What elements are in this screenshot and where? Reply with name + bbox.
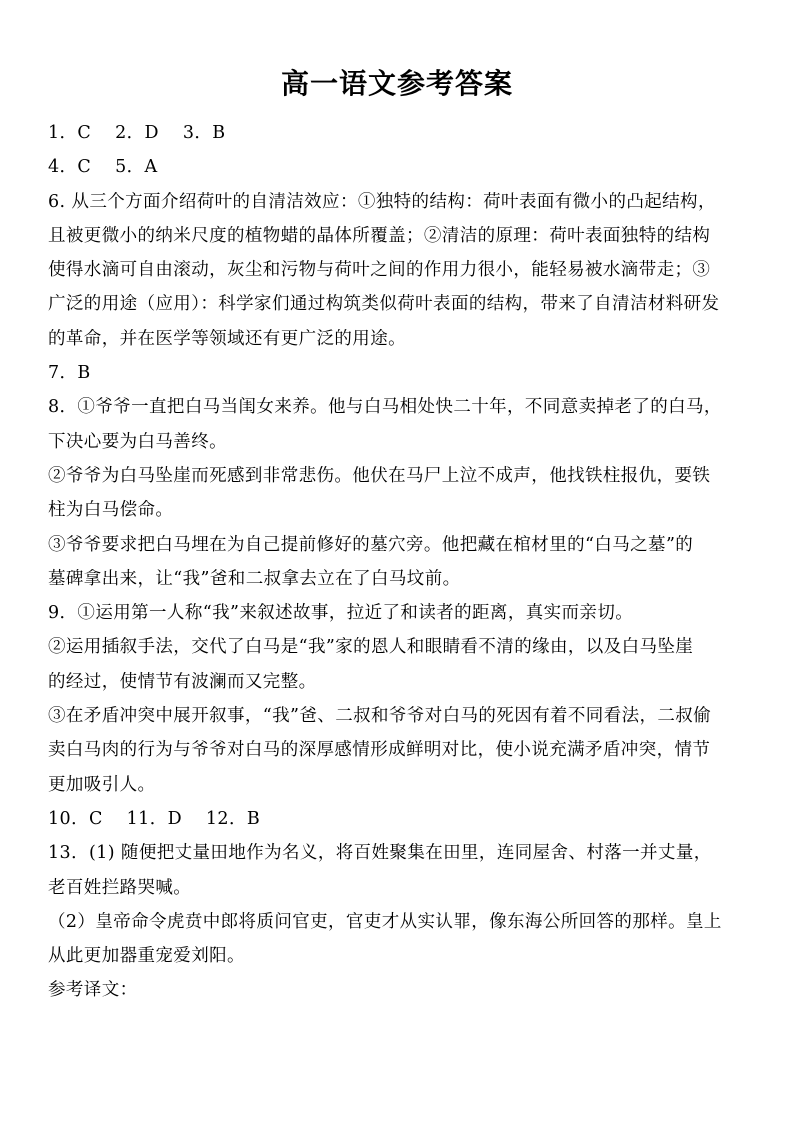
answer-line-q8-cont: 柱为白马偿命。 — [48, 500, 174, 521]
answer-line-q9-point-3: ③在矛盾冲突中展开叙事，“我”爸、二叔和爷爷对白马的死因有着不同看法，二叔偷 — [48, 706, 712, 727]
answer-line-q6: 6. 从三个方面介绍荷叶的自清洁效应：①独特的结构：荷叶表面有微小的凸起结构， — [48, 191, 716, 212]
answer-line-q7: 7．B — [48, 363, 91, 384]
answer-line-q9: 9．①运用第一人称“我”来叙述故事，拉近了和读者的距离，真实而亲切。 — [48, 603, 634, 624]
answer-line-q9-cont: 更加吸引人。 — [48, 774, 156, 795]
reference-translation-heading: 参考译文： — [48, 980, 138, 1001]
answer-line-q6-cont: 广泛的用途（应用）：科学家们通过构筑类似荷叶表面的结构，带来了自清洁材料研发 — [48, 294, 720, 315]
answer-line-q9-cont: 卖白马肉的行为与爷爷对白马的深厚感情形成鲜明对比，使小说充满矛盾冲突，情节 — [48, 740, 711, 761]
answer-line-q9-cont: 的经过，使情节有波澜而又完整。 — [48, 671, 317, 692]
answer-body — [48, 116, 778, 1008]
document-title: 高一语文参考答案 — [280, 67, 513, 100]
answer-line-mc-4-5: 4．C 5．A — [48, 157, 158, 178]
answer-line-q13-1: 13．(1) 随便把丈量田地作为名义，将百姓聚集在田里，连同屋舍、村落一并丈量， — [48, 843, 712, 864]
answer-line-q8-point-2: ②爷爷为白马坠崖而死感到非常悲伤。他伏在马尸上泣不成声，他找铁柱报仇，要铁 — [48, 465, 711, 486]
answer-line-q13-cont: 从此更加器重宠爱刘阳。 — [48, 946, 245, 967]
answer-line-mc-1-3: 1．C 2．D 3．B — [48, 123, 226, 143]
answer-line-q8-cont: 墓碑拿出来，让“我”爸和二叔拿去立在了白马坟前。 — [48, 568, 461, 589]
answer-line-mc-10-12: 10．C 11．D 12．B — [48, 808, 261, 829]
answer-line-q13-cont: 老百姓拦路哭喊。 — [48, 877, 192, 898]
answer-line-q8: 8．①爷爷一直把白马当闺女来养。他与白马相处快二十年，不同意卖掉老了的白马， — [48, 397, 722, 418]
answer-line-q9-point-2: ②运用插叙手法，交代了白马是“我”家的恩人和眼睛看不清的缘由，以及白马坠崖 — [48, 637, 694, 658]
answer-line-q6-cont: 使得水滴可自由滚动，灰尘和污物与荷叶之间的作用力很小，能轻易被水滴带走；③ — [48, 260, 711, 281]
answer-line-q6-cont: 的革命，并在医学等领域还有更广泛的用途。 — [48, 328, 406, 349]
answer-line-q8-cont: 下决心要为白马善终。 — [48, 431, 227, 452]
answer-line-q6-cont: 且被更微小的纳米尺度的植物蜡的晶体所覆盖；②清洁的原理：荷叶表面独特的结构 — [48, 225, 711, 246]
answer-line-q13-2: （2）皇帝命令虎贲中郎将质问官吏，官吏才从实认罪，像东海公所回答的那样。皇上 — [48, 911, 722, 932]
answer-line-q8-point-3: ③爷爷要求把白马埋在为自己提前修好的墓穴旁。他把藏在棺材里的“白马之墓”的 — [48, 534, 694, 555]
